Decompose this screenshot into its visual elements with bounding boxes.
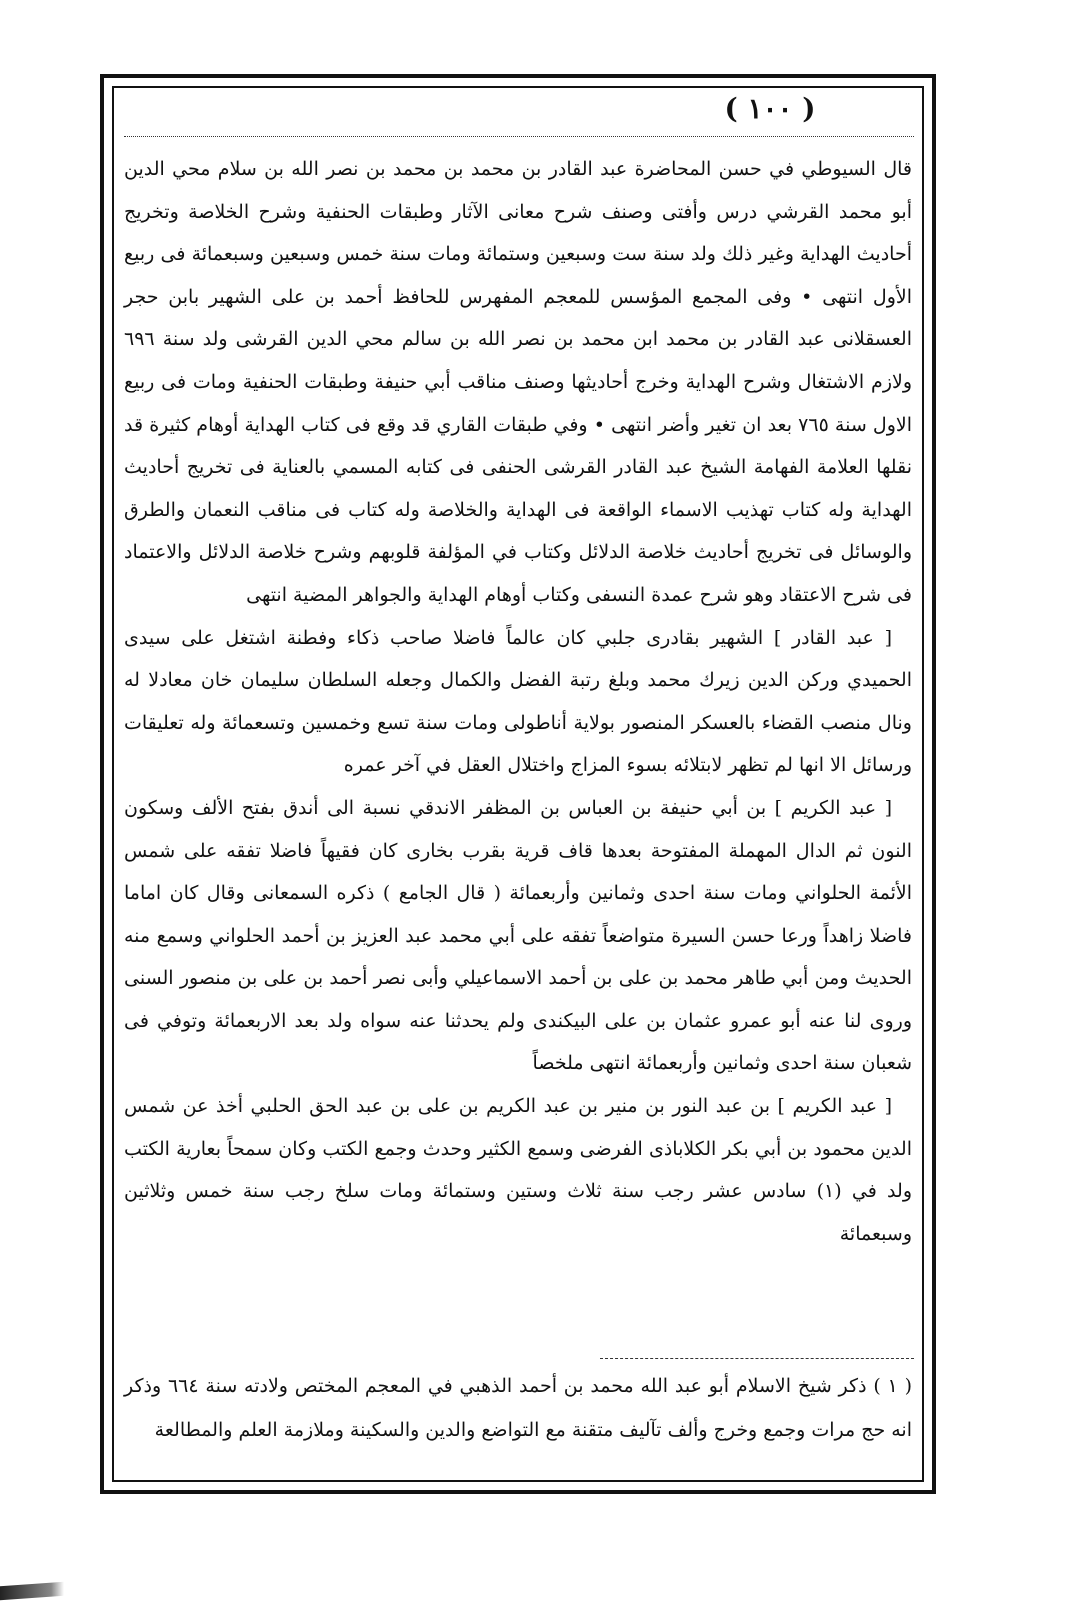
paragraph-abd-al-qadir-qurashi: قال السيوطي في حسن المحاضرة عبد القادر بن محمد بن محمد بن نصر الله بن سلام محي الدين أبو محمد القرشي درس وأفتى وصنف شرح معانى الآثار وطبقات الحنفية وشرح الخلاصة وتخريج أحاديث الهداية وغير ذلك ولد سنة ست وسبعين وستمائة ومات سنة خمس وسبعين وسبعمائة فى ربيع الأول انتهى • وفى المجمع المؤسس للمعجم المفهرس للحافظ أحمد بن على الشهير بابن حجر العسقلانى عبد القادر بن محمد ابن محمد بن نصر الله بن سالم محي الدين القرشى ولد سنة ٦٩٦ ولازم الاشتغال وشرح الهداية وخرج أحاديثها وصنف مناقب أبي حنيفة وطبقات الحنفية ومات فى ربيع الاول سنة ٧٦٥ بعد ان تغير وأضر انتهى • وفي طبقات القاري قد وقع فى كتاب الهداية أوهام كثيرة قد نقلها العلامة الفهامة الشيخ عبد القادر القرشى الحنفى فى كتابه المسمي بالعناية فى تخريج أحاديث الهداية وله كتاب تهذيب الاسماء الواقعة فى الهداية والخلاصة وله كتاب فى مناقب النعمان والطرق والوسائل فى تخريج أحاديث خلاصة الدلائل وكتاب في المؤلفة قلوبهم وشرح خلاصة الدلائل والاعتماد فى شرح الاعتقاد وهو شرح عمدة النسفى وكتاب أوهام الهداية والجواهر المضية انتهى	[124, 158, 913, 606]
header-divider	[124, 136, 914, 137]
footnote-block	[124, 1364, 912, 1452]
paragraph-abd-al-qadir-qadiri-chalabi: [ عبد القادر ] الشهير بقادرى جلبي كان عالماً فاضلا صاحب ذكاء وفطنة اشتغل على سيدى الحميدي وركن الدين زيرك محمد وبلغ رتبة الفضل والكمال وجعله السلطان سليمان خان معادلا له ونال منصب القضاء بالعسكر المنصور بولاية أناطولى ومات سنة تسع وخمسين وتسعمائة وله تعليقات ورسائل الا انها لم تظهر لابتلائه بسوء المزاج واختلال العقل في آخر عمره	[124, 626, 912, 777]
page-number: ( ١٠٠ )	[724, 92, 816, 125]
footnote-divider	[600, 1358, 914, 1359]
paragraph-abd-al-karim-halabi: [ عبد الكريم ] بن عبد النور بن منير بن عبد الكريم بن على بن عبد الحق الحلبي أخذ عن شمس الدين محمود بن أبي بكر الكلاباذى الفرضى وسمع الكثير وحدث وجمع الكتب وكان سمحاً بعارية الكتب ولد في (١) سادس عشر رجب سنة ثلاث وستين وستمائة ومات سلخ رجب سنة خمس وثلاثين وسبعمائة	[124, 1095, 912, 1245]
footnote-text: ( ١ ) ذكر شيخ الاسلام أبو عبد الله محمد بن أحمد الذهبي في المعجم المختص ولادته سنة ٦٦٤ وذكر انه حج مرات وجمع وخرج وألف تآليف متقنة مع التواضع والدين والسكينة وملازمة العلم والمطالعة	[124, 1375, 912, 1441]
scan-edge-mark	[0, 1582, 64, 1600]
paragraph-abd-al-karim-andaqi: [ عبد الكريم ] بن أبي حنيفة بن العباس بن المظفر الاندقي نسبة الى أندق بفتح الألف وسكون النون ثم الدال المهملة المفتوحة بعدها قاف قرية بقرب بخارى كان فقيهاً فاضلا تفقه على شمس الأئمة الحلواني ومات سنة احدى وثمانين وأربعمائة ( قال الجامع ) ذكره السمعانى وقال كان اماما فاضلا زاهداً ورعا حسن السيرة متواضعاً تفقه على أبي محمد عبد العزيز بن أحمد الحلواني وسمع منه الحديث ومن أبي طاهر محمد بن على بن أحمد الاسماعيلي وأبى نصر أحمد بن على بن منصور السنى وروى لنا عنه أبو عمرو عثمان بن على البيكندى ولم يحدثنا عنه سواه ولد بعد الاربعمائة وتوفي فى شعبان سنة احدى وثمانين وأربعمائة انتهى ملخصاً	[124, 796, 912, 1075]
main-text-block	[124, 148, 912, 1255]
